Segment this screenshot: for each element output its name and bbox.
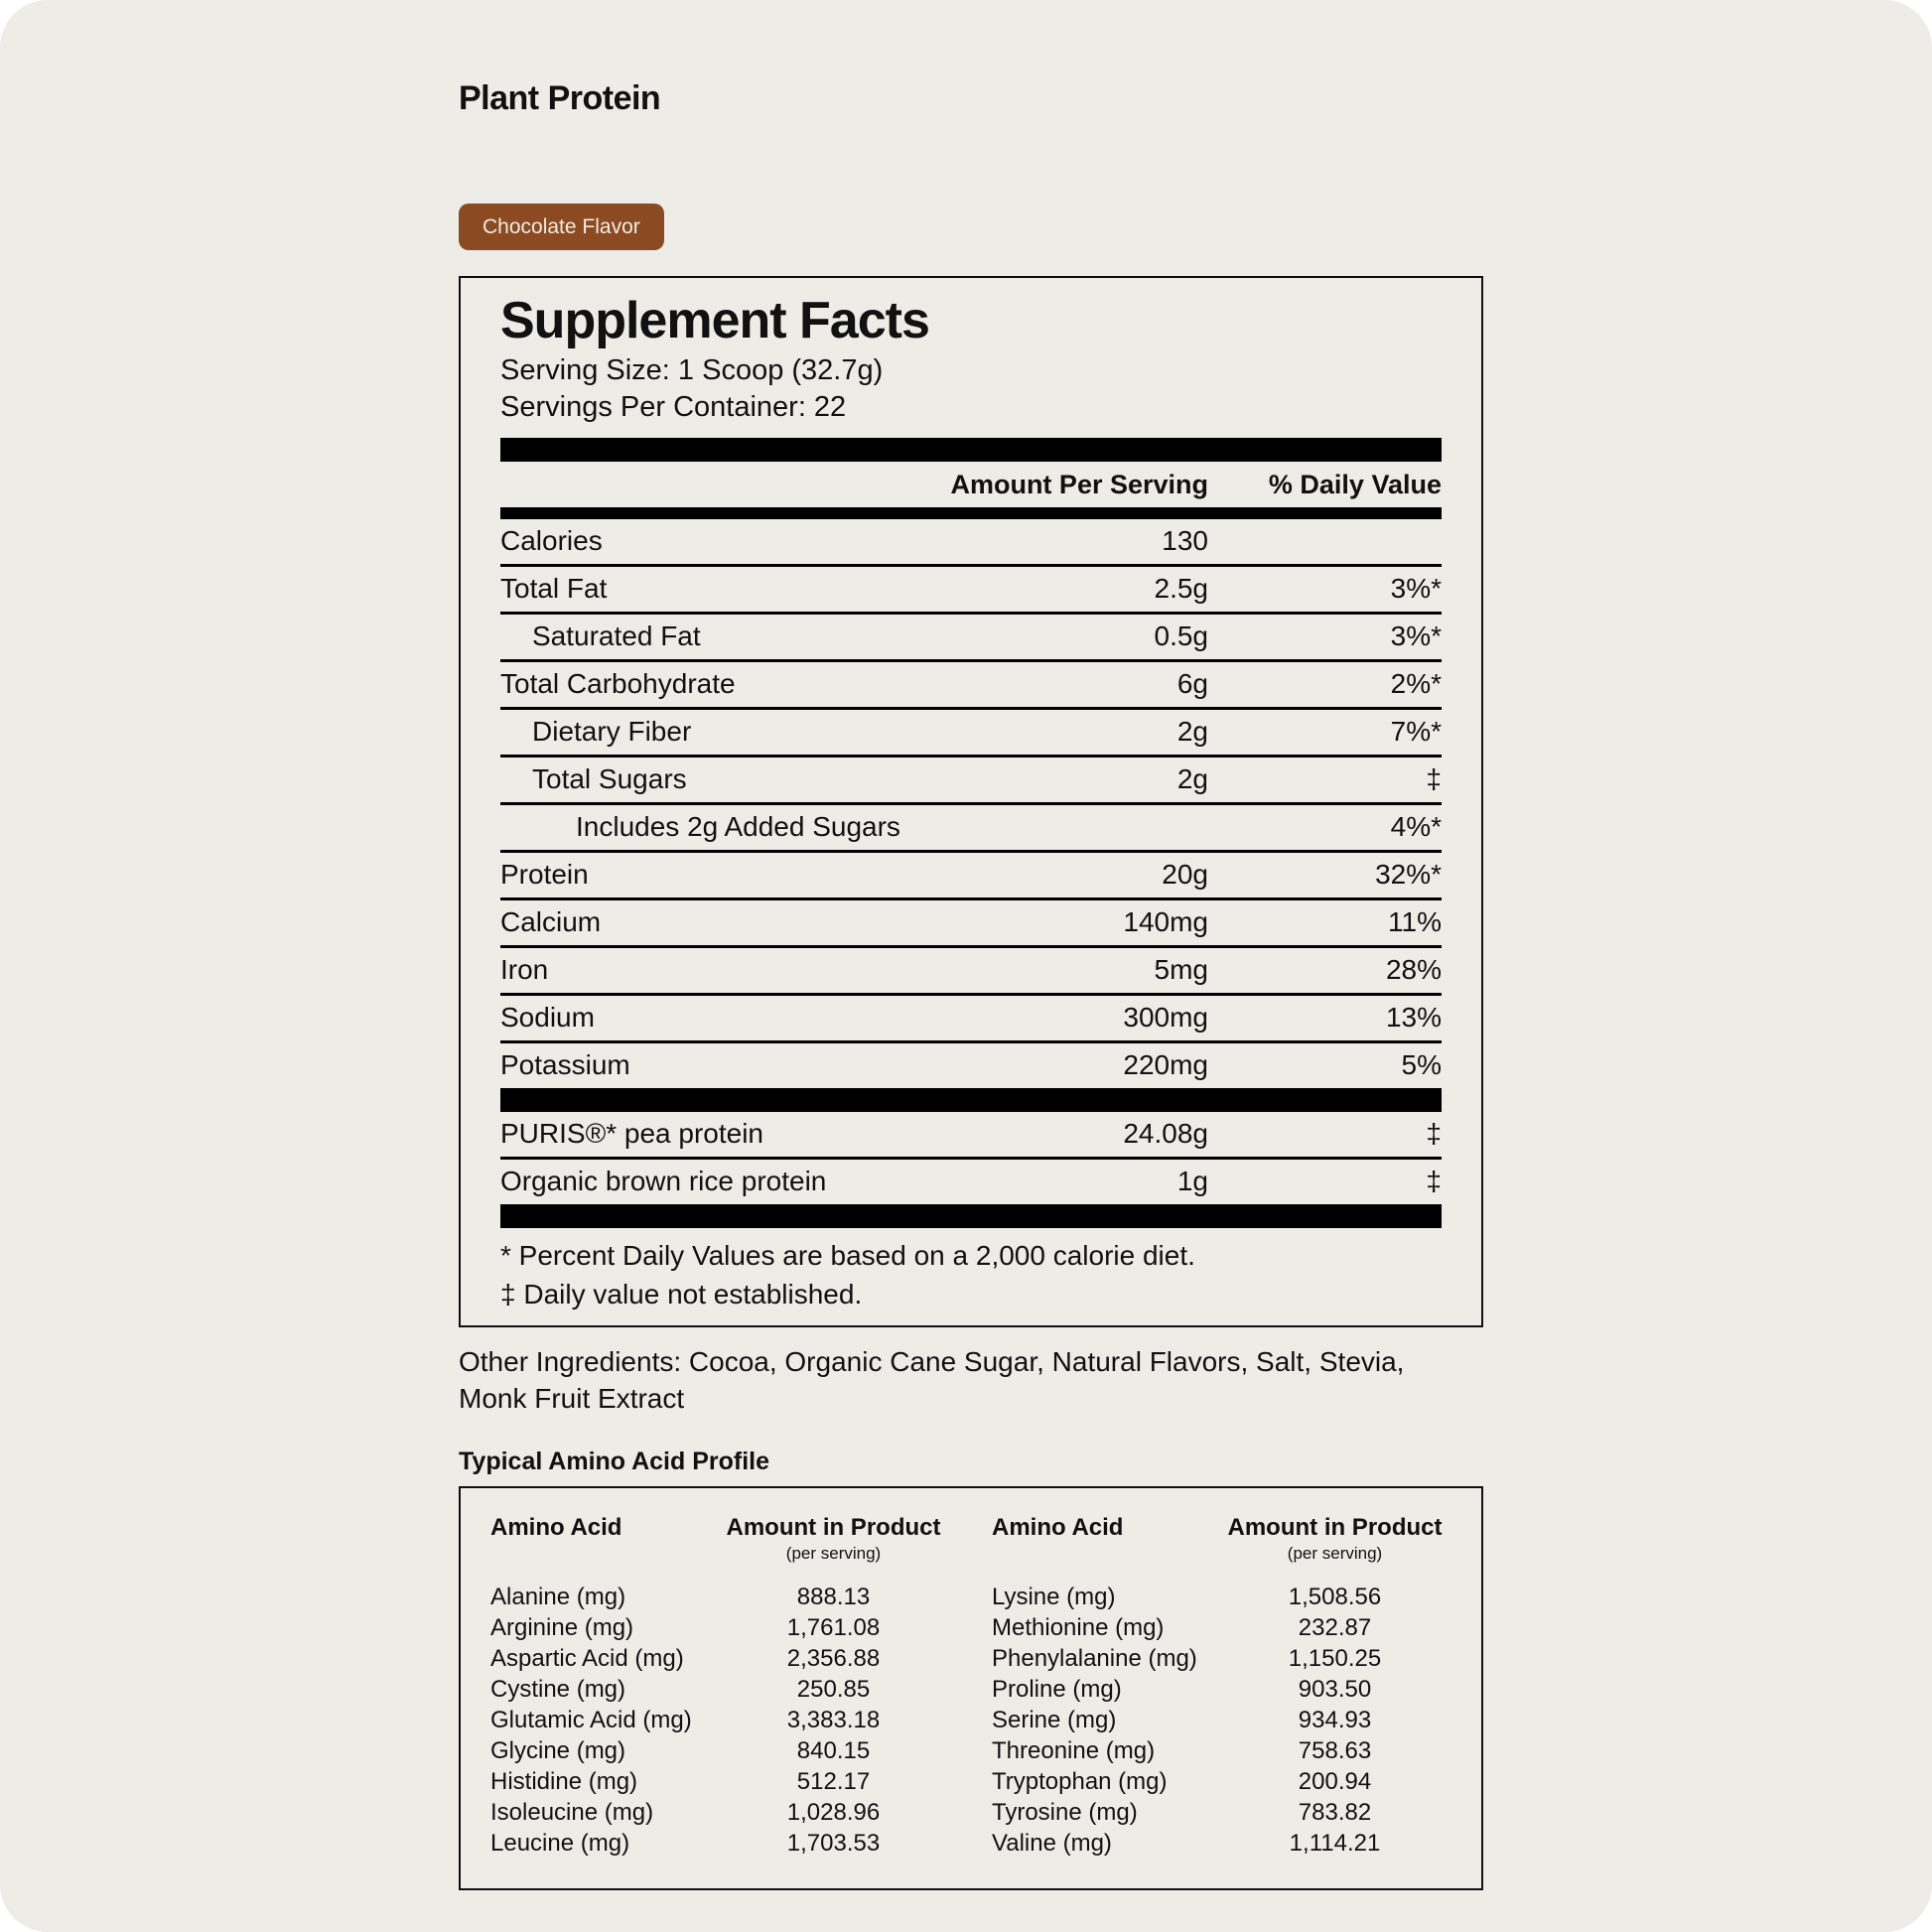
amino-name: Glutamic Acid (mg) bbox=[490, 1707, 692, 1734]
servings-per-container: Servings Per Container: 22 bbox=[500, 390, 847, 423]
amino-table-left bbox=[490, 1514, 950, 1859]
amino-name: Valine (mg) bbox=[992, 1830, 1112, 1858]
row-amount: 140mg bbox=[1123, 905, 1208, 937]
amino-name: Serine (mg) bbox=[992, 1707, 1117, 1734]
amino-name: Isoleucine (mg) bbox=[490, 1799, 654, 1827]
amino-name: Arginine (mg) bbox=[490, 1614, 634, 1642]
amino-name: Proline (mg) bbox=[992, 1676, 1122, 1704]
amino-value: 232.87 bbox=[1298, 1614, 1372, 1642]
amino-value: 1,114.21 bbox=[1289, 1830, 1381, 1858]
separator-bar-thick bbox=[500, 1088, 1442, 1112]
amino-value: 840.15 bbox=[796, 1737, 871, 1765]
row-label: Iron bbox=[500, 953, 549, 985]
table-row-potassium bbox=[500, 1040, 1442, 1088]
table-row-total-fat bbox=[500, 564, 1442, 612]
table-row-total-sugars bbox=[500, 755, 1442, 802]
supplement-facts-title: Supplement Facts bbox=[500, 292, 929, 349]
row-amount: 24.08g bbox=[1123, 1117, 1208, 1149]
amino-value: 3,383.18 bbox=[786, 1707, 881, 1734]
row-amount: 300mg bbox=[1123, 1001, 1208, 1033]
row-label: Includes 2g Added Sugars bbox=[576, 810, 900, 842]
amino-name: Lysine (mg) bbox=[992, 1584, 1116, 1611]
amino-profile-table bbox=[459, 1486, 1483, 1890]
row-dv: 5% bbox=[1401, 1048, 1442, 1080]
amino-value: 903.50 bbox=[1298, 1676, 1372, 1704]
row-amount: 1g bbox=[1176, 1165, 1208, 1196]
amino-name-header: Amino Acid bbox=[490, 1514, 622, 1542]
amino-value-header bbox=[1218, 1514, 1451, 1582]
nutrient-rows bbox=[500, 519, 1442, 1088]
amino-value-header-label: Amount in Product bbox=[1227, 1514, 1443, 1542]
row-label: Calories bbox=[500, 524, 603, 556]
row-label: PURIS®* pea protein bbox=[500, 1117, 763, 1149]
amino-value: 250.85 bbox=[796, 1676, 871, 1704]
amino-table-right bbox=[992, 1514, 1451, 1859]
serving-size: Serving Size: 1 Scoop (32.7g) bbox=[500, 353, 884, 386]
table-row-puris-pea-protein bbox=[500, 1112, 1442, 1157]
row-dv: 11% bbox=[1388, 905, 1442, 937]
amino-name: Leucine (mg) bbox=[490, 1830, 630, 1858]
amino-value-header-label: Amount in Product bbox=[726, 1514, 941, 1542]
row-dv: 7%* bbox=[1390, 715, 1442, 747]
row-dv: 3%* bbox=[1390, 572, 1442, 604]
row-dv: ‡ bbox=[1426, 1117, 1442, 1149]
amino-name: Tyrosine (mg) bbox=[992, 1799, 1138, 1827]
amino-name-header: Amino Acid bbox=[992, 1514, 1124, 1542]
row-dv: ‡ bbox=[1426, 1165, 1442, 1196]
row-label: Potassium bbox=[500, 1048, 630, 1080]
separator-bar-thick bbox=[500, 1204, 1442, 1228]
supplement-facts-panel bbox=[459, 276, 1483, 1327]
table-row-protein bbox=[500, 850, 1442, 897]
footnotes bbox=[500, 1238, 1442, 1311]
row-label: Dietary Fiber bbox=[532, 715, 692, 747]
table-row-brown-rice-protein bbox=[500, 1157, 1442, 1204]
table-row-saturated-fat bbox=[500, 612, 1442, 659]
row-amount: 5mg bbox=[1154, 953, 1208, 985]
row-label: Sodium bbox=[500, 1001, 595, 1033]
row-amount: 2.5g bbox=[1154, 572, 1208, 604]
other-ingredients: Other Ingredients: Cocoa, Organic Cane Sugar, Natural Flavors, Salt, Stevia, Monk Fruit Extract bbox=[459, 1345, 1405, 1415]
row-dv: ‡ bbox=[1426, 762, 1442, 794]
table-row-sodium bbox=[500, 993, 1442, 1040]
separator-bar-mid bbox=[500, 507, 1442, 519]
table-row-calcium bbox=[500, 897, 1442, 945]
row-dv: 2%* bbox=[1390, 667, 1442, 699]
amino-value: 1,703.53 bbox=[786, 1830, 881, 1858]
row-amount: 6g bbox=[1176, 667, 1208, 699]
row-dv: 28% bbox=[1385, 953, 1442, 985]
amino-value-subheader: (per serving) bbox=[785, 1544, 882, 1564]
footnote-daily-values: * Percent Daily Values are based on a 2,000 calorie diet. bbox=[500, 1239, 1195, 1271]
amino-value: 1,508.56 bbox=[1288, 1584, 1382, 1611]
amino-value: 512.17 bbox=[796, 1768, 871, 1796]
amino-value: 1,761.08 bbox=[786, 1614, 881, 1642]
amino-value: 758.63 bbox=[1298, 1737, 1372, 1765]
row-label: Total Carbohydrate bbox=[500, 667, 736, 699]
row-dv: 32%* bbox=[1375, 858, 1442, 890]
amino-value: 2,356.88 bbox=[786, 1645, 881, 1673]
header-amount-per-serving: Amount Per Serving bbox=[950, 469, 1208, 499]
separator-bar-thick bbox=[500, 438, 1442, 462]
row-label: Protein bbox=[500, 858, 589, 890]
row-dv: 13% bbox=[1385, 1001, 1442, 1033]
row-label: Total Fat bbox=[500, 572, 608, 604]
row-label: Calcium bbox=[500, 905, 602, 937]
row-amount: 2g bbox=[1176, 762, 1208, 794]
table-row-added-sugars bbox=[500, 802, 1442, 850]
amino-name: Threonine (mg) bbox=[992, 1737, 1156, 1765]
row-label: Organic brown rice protein bbox=[500, 1165, 827, 1196]
amino-value: 888.13 bbox=[796, 1584, 871, 1611]
amino-name: Tryptophan (mg) bbox=[992, 1768, 1168, 1796]
amino-value: 200.94 bbox=[1298, 1768, 1372, 1796]
amino-value-subheader: (per serving) bbox=[1287, 1544, 1383, 1564]
amino-value-header bbox=[717, 1514, 950, 1582]
amino-value: 783.82 bbox=[1298, 1799, 1372, 1827]
table-row-iron bbox=[500, 945, 1442, 993]
row-amount: 20g bbox=[1162, 858, 1208, 890]
table-header-row bbox=[500, 462, 1442, 507]
amino-name: Aspartic Acid (mg) bbox=[490, 1645, 684, 1673]
flavor-badge: Chocolate Flavor bbox=[459, 204, 664, 250]
amino-value: 1,028.96 bbox=[786, 1799, 881, 1827]
row-amount: 130 bbox=[1162, 524, 1208, 556]
table-row-dietary-fiber bbox=[500, 707, 1442, 755]
amino-name: Methionine (mg) bbox=[992, 1614, 1165, 1642]
footnote-not-established: ‡ Daily value not established. bbox=[500, 1278, 863, 1310]
page-title: Plant Protein bbox=[459, 79, 661, 117]
table-row-calories bbox=[500, 519, 1442, 564]
amino-value: 934.93 bbox=[1298, 1707, 1372, 1734]
row-dv: 4%* bbox=[1390, 810, 1442, 842]
amino-name: Cystine (mg) bbox=[490, 1676, 626, 1704]
row-amount: 220mg bbox=[1123, 1048, 1208, 1080]
amino-name: Glycine (mg) bbox=[490, 1737, 626, 1765]
label-content bbox=[459, 0, 1483, 1890]
row-label: Total Sugars bbox=[532, 762, 687, 794]
amino-value: 1,150.25 bbox=[1288, 1645, 1382, 1673]
row-label: Saturated Fat bbox=[532, 620, 701, 651]
amino-profile-title: Typical Amino Acid Profile bbox=[459, 1448, 770, 1476]
row-amount: 2g bbox=[1176, 715, 1208, 747]
row-amount: 0.5g bbox=[1154, 620, 1208, 651]
header-daily-value: % Daily Value bbox=[1268, 469, 1442, 499]
amino-name: Histidine (mg) bbox=[490, 1768, 638, 1796]
amino-name: Alanine (mg) bbox=[490, 1584, 626, 1611]
row-dv: 3%* bbox=[1390, 620, 1442, 651]
table-row-total-carbohydrate bbox=[500, 659, 1442, 707]
amino-name: Phenylalanine (mg) bbox=[992, 1645, 1197, 1673]
protein-source-rows bbox=[500, 1112, 1442, 1204]
